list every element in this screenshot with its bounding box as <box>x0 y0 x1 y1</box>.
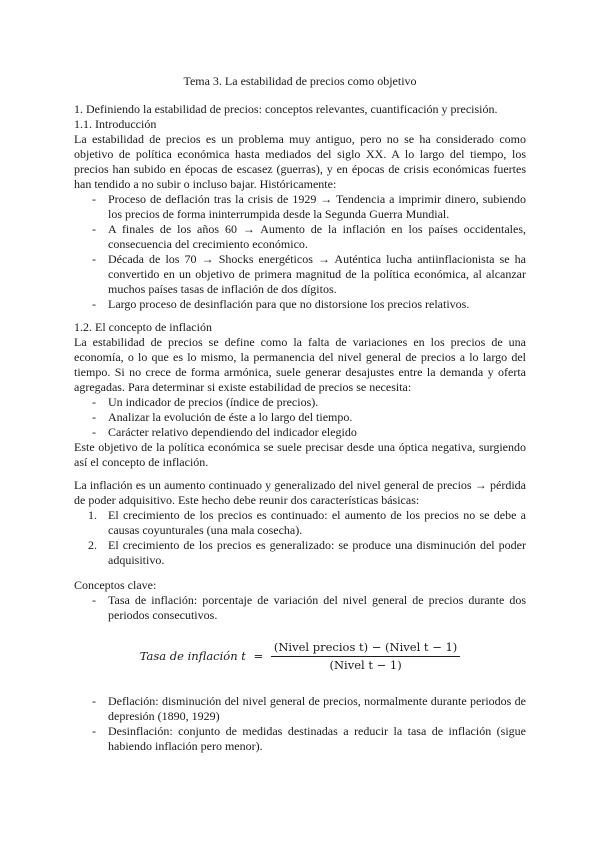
numbered-item <box>74 538 526 568</box>
requirements-list <box>74 395 526 440</box>
item-number: 1. <box>88 508 97 522</box>
formula-numerator: (Nivel precios t) − (Nivel t − 1) <box>271 640 460 657</box>
inflation-definition <box>74 478 526 568</box>
inflation-paragraph: La inflación es un aumento continuado y generalizado del nivel general de precios → pérdida de poder adquisitivo. Este hecho debe reunir dos características básicas: <box>74 478 526 507</box>
formula-equals: = <box>253 649 264 663</box>
item-text: El crecimiento de los precios es generalizado: se produce una disminución del poder adquisitivo. <box>108 538 526 567</box>
item-text: El crecimiento de los precios es continuado: el aumento de los precios no se debe a causas coyunturales (una mala cosecha). <box>108 508 526 537</box>
list-item: - Tasa de inflación: porcentaje de variación del nivel general de precios durante dos periodos consecutivos. <box>74 593 526 623</box>
list-item: - Largo proceso de desinflación para que no distorsione los precios relativos. <box>74 297 526 312</box>
list-item: - Deflación: disminución del nivel general de precios, normalmente durante periodos de depresión (1890, 1929) <box>74 694 526 724</box>
objective-paragraph: Este objetivo de la política económica se suele precisar desde una óptica negativa, surgiendo así el concepto de inflación. <box>74 440 526 469</box>
formula-denominator: (Nivel t − 1) <box>329 658 402 672</box>
list-item: - Proceso de deflación tras la crisis de 1929 → Tendencia a imprimir dinero, subiendo los precios de forma ininterrumpida desde la Segunda Guerra Mundial. <box>74 192 526 222</box>
item-number: 2. <box>88 538 97 552</box>
subsection-heading: 1.2. El concepto de inflación <box>74 320 212 334</box>
list-item: - Desinflación: conjunto de medidas destinadas a reducir la tasa de inflación (sigue habiendo inflación pero menor). <box>74 724 526 754</box>
section-1 <box>74 102 526 312</box>
formula-lhs: Tasa de inflación t <box>139 649 246 663</box>
history-list <box>74 192 526 312</box>
inflation-formula <box>0 640 600 673</box>
intro-paragraph: La estabilidad de precios es un problema muy antiguo, pero no se ha considerado como objetivo de política económica hasta mediados del siglo XX. A lo largo del tiempo, los precios han subido en épocas de escasez (guerras), y en épocas de crisis económicas fuertes han tendido a no subir o incluso bajar. Históricamente: <box>74 132 526 191</box>
key-concepts-continued <box>74 694 526 754</box>
list-item: - A finales de los años 60 → Aumento de la inflación en los países occidentales, consecuencia del crecimiento económico. <box>74 222 526 252</box>
subsection-heading: 1.1. Introducción <box>74 117 157 131</box>
section-2 <box>74 320 526 470</box>
concepts-label: Conceptos clave: <box>74 578 157 592</box>
concepts-list <box>74 694 526 754</box>
list-item: - Carácter relativo dependiendo del indicador elegido <box>74 425 526 440</box>
characteristics-list <box>74 508 526 568</box>
list-item: - Analizar la evolución de éste a lo largo del tiempo. <box>74 410 526 425</box>
section-heading: 1. Definiendo la estabilidad de precios: conceptos relevantes, cuantificación y precisión. <box>74 102 498 116</box>
concepts-list <box>74 593 526 623</box>
definition-paragraph: La estabilidad de precios se define como la falta de variaciones en los precios de una economía, o lo que es lo mismo, la permanencia del nivel general de precios a lo largo del tiempo. Si no crece de forma armónica, suele generar desajustes entre la demanda y oferta agregadas. Para determinar si existe estabilidad de precios se necesita: <box>74 335 526 394</box>
key-concepts <box>74 578 526 623</box>
list-item: - Década de los 70 → Shocks energéticos → Auténtica lucha antiinflacionista se ha convertido en un objetivo de primera magnitud de la política económica, al alcanzar muchos países tasas de inflación de dos dígitos. <box>74 252 526 297</box>
numbered-item <box>74 508 526 538</box>
list-item: - Un indicador de precios (índice de precios). <box>74 395 526 410</box>
formula-fraction <box>271 640 460 673</box>
page-title: Tema 3. La estabilidad de precios como objetivo <box>183 74 417 88</box>
